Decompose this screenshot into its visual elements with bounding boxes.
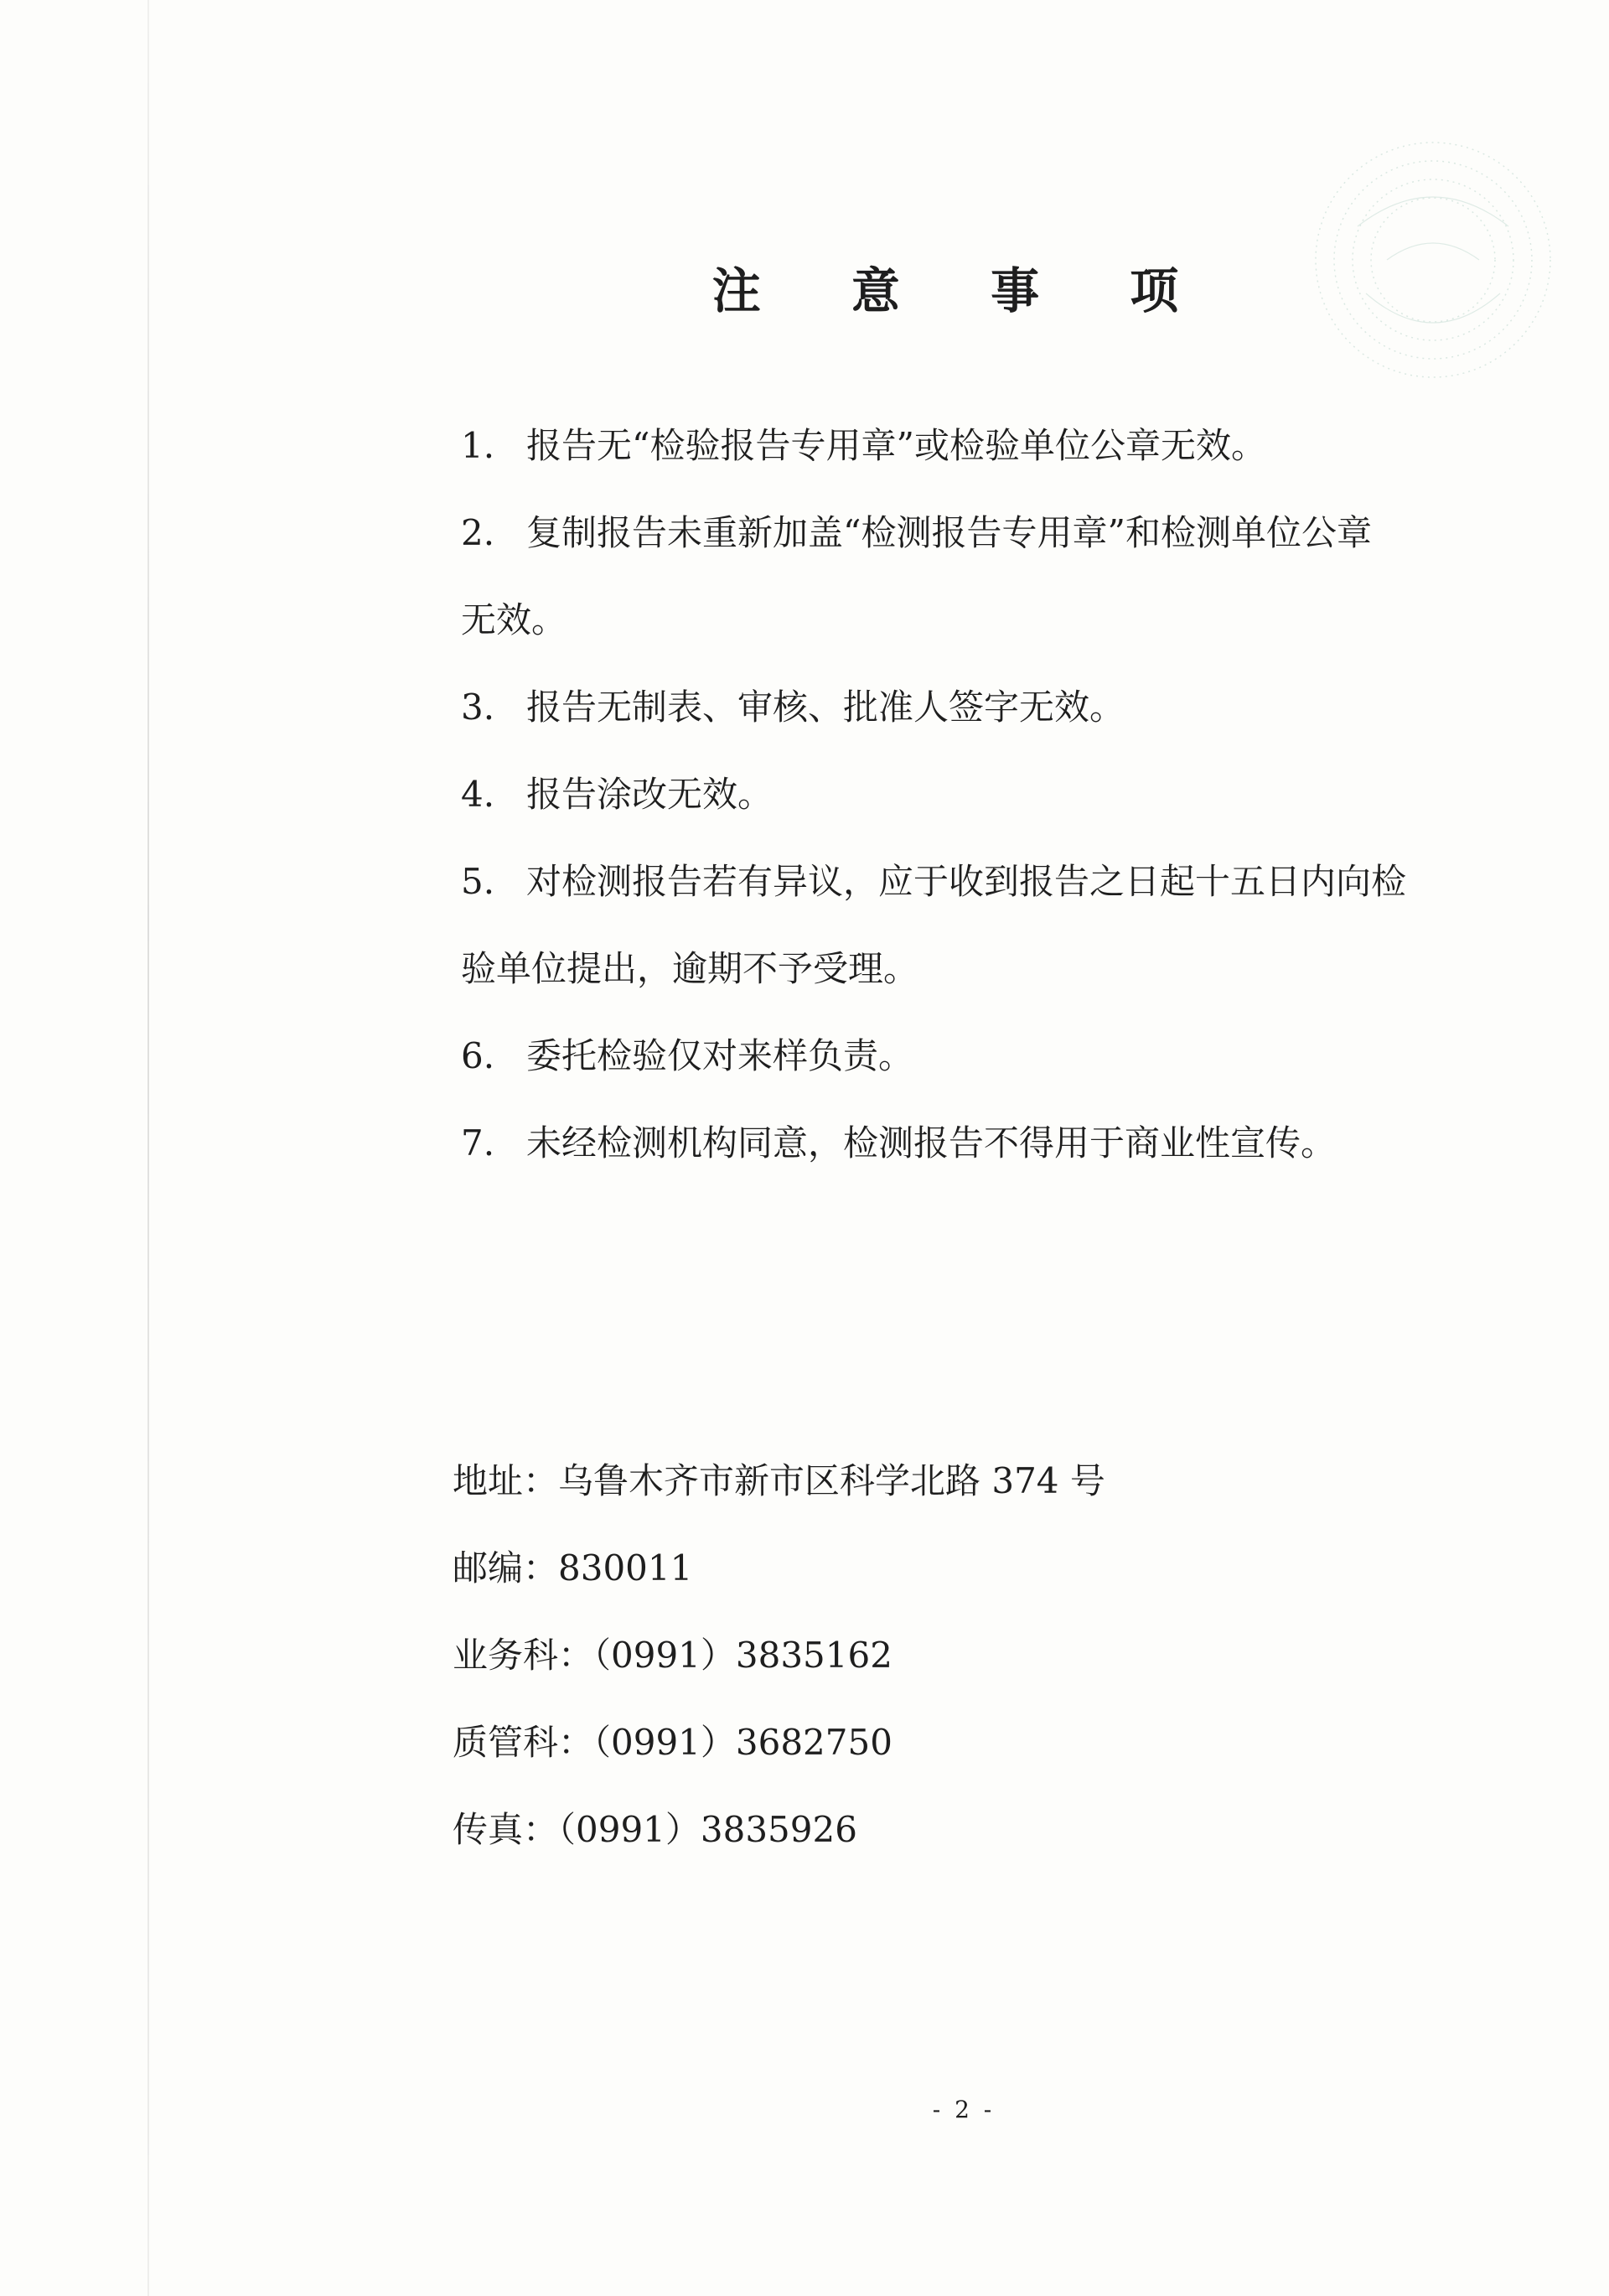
note-item-4	[461, 751, 1508, 838]
note-number: 2.	[461, 512, 495, 553]
contact-business-phone: 业务科：（0991）3835162	[453, 1635, 892, 1676]
contact-block	[453, 1438, 1105, 1874]
note-number: 6.	[461, 1035, 495, 1076]
note-item-1	[461, 402, 1508, 490]
page-title: 注 意 事 项	[711, 262, 1216, 319]
note-item-3	[461, 664, 1508, 751]
note-item-2	[461, 490, 1508, 577]
contact-quality-phone: 质管科：（0991）3682750	[453, 1722, 892, 1763]
contact-postcode: 邮编：830011	[453, 1547, 693, 1589]
notes-list	[461, 402, 1508, 1187]
note-text: 对检测报告若有异议，应于收到报告之日起十五日内向检	[526, 861, 1407, 902]
note-text: 报告无制表、审核、批准人签字无效。	[526, 687, 1125, 728]
note-text: 未经检测机构同意，检测报告不得用于商业性宣传。	[526, 1122, 1337, 1164]
note-number: 5.	[461, 861, 495, 902]
note-item-5	[461, 838, 1508, 925]
note-number: 4.	[461, 774, 495, 815]
page-binding-edge	[147, 0, 149, 2296]
note-text: 报告涂改无效。	[526, 774, 773, 815]
note-item-7	[461, 1100, 1508, 1187]
note-number: 3.	[461, 687, 495, 728]
contact-fax: 传真：（0991）3835926	[453, 1809, 857, 1850]
note-number: 1.	[461, 425, 495, 466]
note-item-2-continuation: 无效。	[461, 599, 567, 640]
contact-address: 地址：乌鲁木齐市新市区科学北路 374 号	[453, 1460, 1105, 1501]
page-number: - 2 -	[932, 2096, 996, 2123]
note-item-5-continuation: 验单位提出，逾期不予受理。	[461, 948, 919, 989]
note-number: 7.	[461, 1122, 495, 1164]
note-text: 报告无“检验报告专用章”或检验单位公章无效。	[526, 425, 1266, 466]
note-text: 复制报告未重新加盖“检测报告专用章”和检测单位公章	[526, 512, 1372, 553]
note-item-6	[461, 1013, 1508, 1100]
note-text: 委托检验仅对来样负责。	[526, 1035, 914, 1076]
